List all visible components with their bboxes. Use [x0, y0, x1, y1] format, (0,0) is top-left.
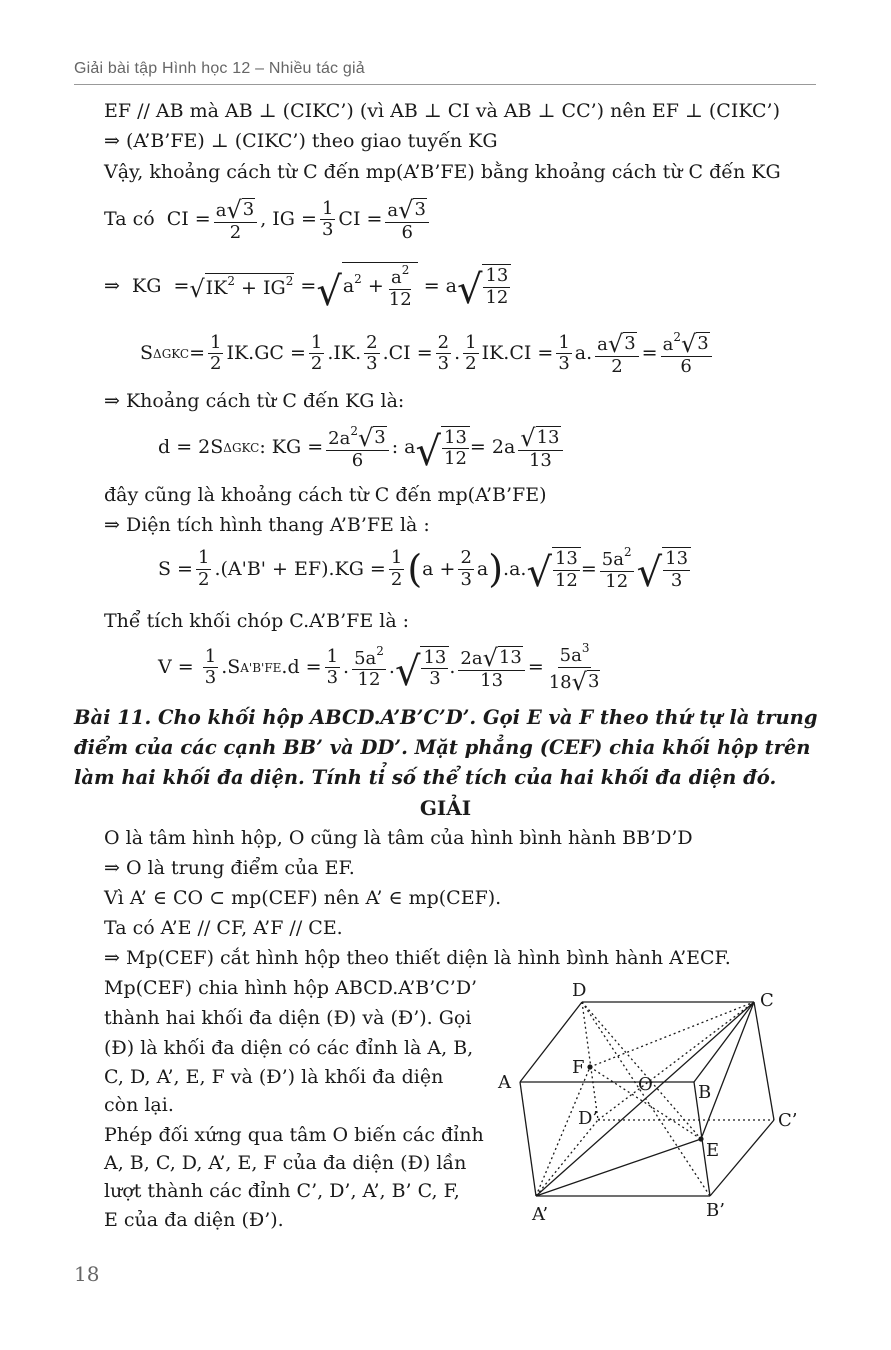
label-A-prime: A’	[532, 1204, 549, 1220]
solution-heading: GIẢI	[419, 796, 472, 820]
formula-trapezoid-area: S = $\frac{1}{2}$ .(A'B' + EF).KG = $\frac{1}{2}$ ( a + $\frac{2}{3}$ a ) .a. √ $\frac{13}{12}$ = $\frac{5a^2}{12}$ √ $\frac{13}{3}$	[158, 546, 691, 592]
line-A1C	[536, 1002, 754, 1196]
label-E: E	[706, 1140, 720, 1161]
point-F	[587, 1064, 592, 1069]
label-B-prime: B’	[706, 1200, 725, 1220]
hidden-line-DB1	[582, 1002, 710, 1196]
text-line: A, B, C, D, A’, E, F của đa diện (Đ) lần	[104, 1152, 467, 1174]
edge-B1C1	[710, 1120, 774, 1196]
page-number: 18	[74, 1262, 100, 1286]
text-line: ⇒ Khoảng cách từ C đến KG là:	[104, 390, 405, 412]
label-A: A	[498, 1072, 511, 1093]
text-line: Phép đối xứng qua tâm O biến các đỉnh	[104, 1124, 484, 1146]
hidden-line-DE	[582, 1002, 701, 1139]
formula-ci-ig: Ta có CI = a √ 3 2 , IG = $\frac{1}{3}$ CI = a √ 3 6	[104, 196, 432, 243]
text-line: lượt thành các đỉnh C’, D’, A’, B’ C, F,	[104, 1180, 460, 1202]
text-line: Ta có A’E // CF, A’F // CE.	[104, 917, 343, 939]
point-E	[698, 1136, 703, 1141]
line-A1E	[536, 1139, 701, 1196]
line-EC	[701, 1002, 754, 1139]
label-C: C	[760, 990, 774, 1011]
text-line: thành hai khối đa diện (Đ) và (Đ’). Gọi	[104, 1007, 472, 1029]
text-line: O là tâm hình hộp, O cũng là tâm của hình bình hành BB’D’D	[104, 827, 693, 849]
formula-kg: ⇒ KG = √ $IK^2 + IG^2$ = √ $a^2$ + $\frac{a^2}{12}$ = a √ $\frac{13}{12}$	[104, 262, 511, 310]
text-line: Thể tích khối chóp C.A’B’FE là :	[104, 610, 410, 632]
text-line: còn lại.	[104, 1094, 174, 1116]
text-line: (Đ) là khối đa diện có các đỉnh là A, B,	[104, 1037, 474, 1059]
label-C-prime: C’	[778, 1110, 798, 1131]
text-line: ⇒ O là trung điểm của EF.	[104, 857, 355, 879]
label-D: D	[572, 980, 587, 1001]
text-line: Vì A’ ∈ CO ⊂ mp(CEF) nên A’ ∈ mp(CEF).	[104, 887, 502, 909]
text-line: E của đa diện (Đ’).	[104, 1209, 284, 1231]
edge-BC	[694, 1002, 754, 1082]
problem-line: làm hai khối đa diện. Tính tỉ số thể tích của hai khối đa diện đó.	[74, 766, 777, 789]
header-rule	[74, 84, 816, 85]
problem-line: điểm của các cạnh BB’ và DD’. Mặt phẳng (CEF) chia khối hộp trên	[74, 736, 811, 759]
formula-volume: V = $\frac{1}{3}$ .S A'B'FE .d = $\frac{1}{3}$ . $\frac{5a^2}{12}$ . √ $\frac{13}{3}$ . 2a √ 13 13 = $5a^3$ 18 √ 3	[158, 641, 600, 696]
label-B: B	[698, 1082, 712, 1103]
text-line: EF // AB mà AB ⊥ (CIKC’) (vì AB ⊥ CI và AB ⊥ CC’) nên EF ⊥ (CIKC’)	[104, 100, 781, 122]
formula-area-gkc: S ΔGKC = $\frac{1}{2}$ IK.GC = $\frac{1}{2}$ .IK. $\frac{2}{3}$ .CI = $\frac{2}{3}$ . $\frac{1}{2}$ IK.CI = $\frac{1}{3}$ a. a √ 3 2 = $a^2$ √ 3 6	[140, 330, 715, 377]
text-line: Mp(CEF) chia hình hộp ABCD.A’B’C’D’	[104, 977, 478, 999]
hidden-line-A1F	[536, 1067, 590, 1196]
edge-AA1	[520, 1082, 536, 1196]
hidden-edge-A1D1	[536, 1120, 598, 1196]
label-D-prime: D’	[578, 1108, 599, 1129]
text-line: ⇒ (A’B’FE) ⊥ (CIKC’) theo giao tuyến KG	[104, 130, 498, 152]
text-line: đây cũng là khoảng cách từ C đến mp(A’B’FE)	[104, 484, 547, 506]
text-line: C, D, A’, E, F và (Đ’) là khối đa diện	[104, 1066, 444, 1088]
label-F: F	[572, 1057, 585, 1078]
text-line: Vậy, khoảng cách từ C đến mp(A’B’FE) bằng khoảng cách từ C đến KG	[104, 161, 781, 183]
problem-line: Bài 11. Cho khối hộp ABCD.A’B’C’D’. Gọi E và F theo thứ tự là trung	[74, 706, 818, 729]
parallelepiped-figure	[492, 980, 812, 1220]
text-line: ⇒ Diện tích hình thang A’B’FE là :	[104, 514, 430, 536]
formula-distance: d = 2S ΔGKC : KG = $2a^2$ √ 3 6 : a √ $\frac{13}{12}$ = 2a √ 13 13	[158, 424, 566, 471]
edge-CC1	[754, 1002, 774, 1120]
text-line: ⇒ Mp(CEF) cắt hình hộp theo thiết diện là hình bình hành A’ECF.	[104, 947, 731, 969]
label-O: O	[638, 1074, 653, 1095]
running-header: Giải bài tập Hình học 12 – Nhiều tác giả	[74, 60, 365, 77]
